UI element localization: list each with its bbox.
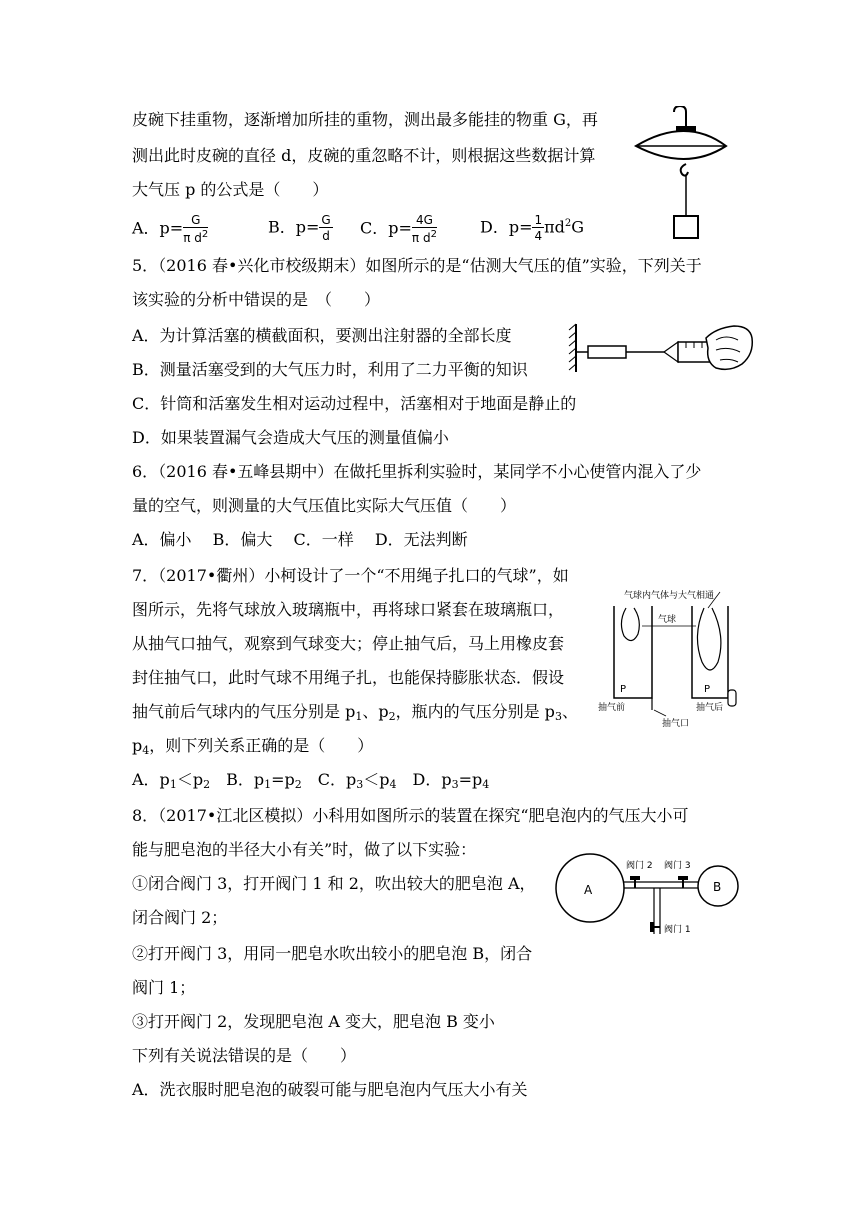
q8-step-2-line-1: ②打开阀门 3，用同一肥皂水吹出较小的肥皂泡 B，闭合 (132, 944, 533, 963)
q7-stem-line-4: 封住抽气口，此时气球不用绳子扎，也能保持膨胀状态．假设 (132, 668, 565, 687)
q8-question: 下列有关说法错误的是（ ） (132, 1046, 357, 1065)
q8-stem-line-1: 8．（2017•江北区模拟）小科用如图所示的装置在探究“肥皂泡内的气压大小可 (132, 806, 689, 825)
q8-step-1-line-2: 闭合阀门 2； (132, 908, 228, 927)
q4-line-1: 皮碗下挂重物，逐渐增加所挂的重物，测出最多能挂的物重 G，再 (132, 110, 598, 129)
q6-stem-line-1: 6．（2016 春•五峰县期中）在做托里拆利实验时，某同学不小心使管内混入了少 (132, 462, 702, 481)
q5-option-b: B．测量活塞受到的大气压力时，利用了二力平衡的知识 (132, 360, 528, 379)
q8-step-2-line-2: 阀门 1； (132, 978, 196, 997)
q6-options: A．偏小 B．偏大 C．一样 D．无法判断 (132, 530, 468, 549)
q8-step-3: ③打开阀门 2，发现肥皂泡 A 变大，肥皂泡 B 变小 (132, 1012, 495, 1031)
fig-label-top: 气球内气体与大气相通 (624, 591, 715, 601)
q5-stem-line-2: 该实验的分析中错误的是 （ ） (132, 290, 381, 309)
q7-stem-line-1: 7．（2017•衢州）小柯设计了一个“不用绳子扎口的气球”，如 (132, 566, 569, 585)
balloon-bottle-figure (596, 586, 746, 728)
fig-label-balloon: 气球 (658, 615, 677, 625)
q7-options: A．$p_1<p_2$ B．$p_1=p_2$ C．$p_3<p_4$ D．$p_3=p_4$ (132, 770, 490, 791)
bubble-b-label: B (713, 880, 722, 894)
soap-bubble-figure (554, 850, 750, 940)
valve-3-label: 阀门 3 (664, 861, 691, 871)
q4-option-c: C．p= $\frac{4G}{\pi d^2}$ (360, 213, 437, 245)
q6-stem-line-2: 量的空气，则测量的大气压值比实际大气压值（ ） (132, 496, 517, 515)
q7-stem-line-5: 抽气前后气球内的气压分别是 $p_1$、$p_2$，瓶内的气压分别是 $p_3$、 (132, 702, 578, 723)
q5-stem-line-1: 5．（2016 春•兴化市校级期末）如图所示的是“估测大气压的值”实验，下列关于 (132, 256, 702, 275)
suction-cup-figure (630, 106, 730, 242)
bubble-a-label: A (584, 883, 593, 897)
q4-option-b: B．p= $\frac{G}{d}$ (268, 213, 331, 243)
q4-line-2: 测出此时皮碗的直径 d，皮碗的重忽略不计，则根据这些数据计算 (132, 146, 596, 165)
q5-option-a: A．为计算活塞的横截面积，要测出注射器的全部长度 (132, 326, 512, 345)
q7-stem-line-6: $p_4$，则下列关系正确的是（ ） (132, 736, 374, 757)
fig-label-after: 抽气后 (696, 703, 724, 713)
q4-option-a: A．p= $\frac{G}{\pi d^2}$ (132, 213, 209, 245)
q8-stem-line-2: 能与肥皂泡的半径大小有关”时，做了以下实验： (132, 840, 477, 859)
q4-line-3: 大气压 p 的公式是（ ） (132, 180, 329, 199)
q5-option-c: C．针筒和活塞发生相对运动过程中，活塞相对于地面是静止的 (132, 394, 577, 413)
q7-stem-line-2: 图所示，先将气球放入玻璃瓶中，再将球口紧套在玻璃瓶口， (132, 600, 565, 619)
q7-stem-line-3: 从抽气口抽气，观察到气球变大；停止抽气后，马上用橡皮套 (132, 634, 565, 653)
valve-1-label: 阀门 1 (664, 925, 691, 935)
fig-label-before: 抽气前 (598, 703, 626, 713)
syringe-figure (566, 318, 756, 376)
valve-2-label: 阀门 2 (626, 861, 653, 871)
q5-option-d: D．如果装置漏气会造成大气压的测量值偏小 (132, 428, 449, 447)
q8-step-1-line-1: ①闭合阀门 3，打开阀门 1 和 2，吹出较大的肥皂泡 A， (132, 874, 536, 893)
fig-label-p-left: P (620, 684, 627, 695)
q4-option-d: D．p= $\frac{1}{4}$ $\pi d^2G$ (480, 213, 585, 243)
q8-option-a: A．洗衣服时肥皂泡的破裂可能与肥皂泡内气压大小有关 (132, 1080, 528, 1099)
fig-label-p-right: P (704, 684, 711, 695)
fig-label-port: 抽气口 (662, 719, 690, 728)
